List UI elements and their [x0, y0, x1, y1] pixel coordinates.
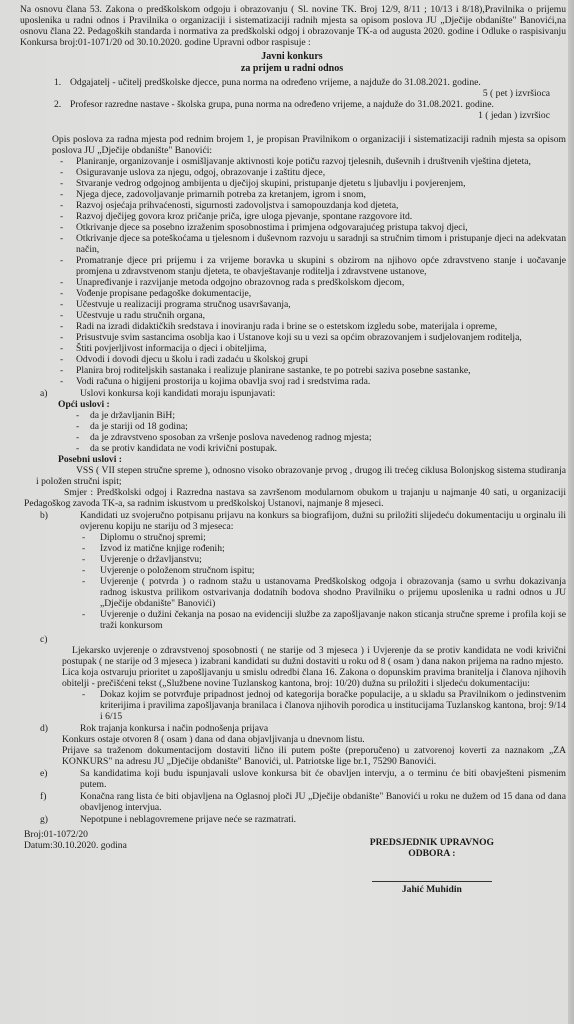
duty-item: - Štiti povjerljivost informacija o djeci i obiteljima, [60, 343, 566, 354]
duty-item: - Učestvuje u realizaciji programa stručnog usavršavanja, [60, 299, 566, 310]
signer-title-line-2: ODBORA : [408, 848, 456, 859]
reference-block [24, 829, 127, 851]
position-number: 1. [54, 77, 62, 88]
section-label: f) [40, 791, 47, 802]
section-b [18, 510, 566, 532]
duty-item: - Radi na izradi didaktičkih sredstava i inoviranju rada i brine se o estetskom izgledu sobe, materijala i opreme, [60, 321, 566, 332]
priority-item: - Dokaz kojim se potvrđuje pripadnost jednoj od kategorija boračke populacije, a u skladu sa Pravilnikom o jedinstvenim kriterijima i pravilima zapošljavanja branilaca i članova njihovih porodica u institucijama Tuzlanskog kantona, broj: 9/14 i 6/15 [82, 689, 566, 722]
duty-item: - Učestvuje u radu stručnih organa, [60, 310, 566, 321]
duty-item: - Vodi računa o higijeni prostorija u kojima obavlja svoj rad i sredstvima rada. [60, 376, 566, 387]
section-d-text: Rok trajanja konkursa i način podnošenja prijava [80, 723, 269, 734]
section-d-line-1: Konkurs ostaje otvoren 8 ( osam ) dana od dana objavljivanja u dnevnom listu. [62, 734, 365, 745]
duty-item: - Osiguravanje uslova za njegu, odgoj, obrazovanje i zaštitu djece, [60, 167, 566, 178]
duty-item: - Prisustvuje svim sastancima osoblja kao i Ustanove koji su u vezi sa općim obrazovanjem i sudjelovanjem roditelja, [60, 332, 566, 343]
signer-title-line-1: PREDSJEDNIK UPRAVNOG [369, 837, 494, 848]
signer-name: Jahić Muhidin [401, 884, 462, 895]
intro-paragraph: Na osnovu člana 53. Zakona o predškolskom odgoju i obrazovanju ( Sl. novine TK. Broj 12/9, 8/11 ; 10/13 i 8/18),Pravilnika o prijemu uposlenika u radni odnos i Pravilnika o organizaciji i sistematizaciji radnih mjesta sa opisom poslova JU „Dječije obdanište" Banovići,na osnovu člana 22. Pedagoških standarda i normativa za predškolski odgoj i obrazovanje TK-a od augusta 2020. godine i Odluke o raspisivanju Konkursa broj:01-1071/20 od 30.10.2020. godine Upravni odbor raspisuje : [20, 4, 566, 48]
announcement-subtitle: za prijem u radni odnos [240, 62, 344, 74]
section-f-text: Konačna rang lista će biti objavljena na Oglasnoj ploči JU „Dječije obdanište" Banovići u roku ne dužem od 15 dana od dana obavljenog intervjua. [80, 791, 566, 813]
duty-item: - Promatranje djece pri prijemu i za vrijeme boravka u skupini s obzirom na njihovo opće zdravstveno stanje i uočavanje promjena u zdravstvenom stanju djeteta, te obavještavanje roditelja i zdravstvene ustanove, [60, 255, 566, 277]
position-text: Profesor razredne nastave - školska grupa, puna norma na određeno vrijeme, a najduže do 31.08.2021. godine. [70, 99, 494, 110]
duty-item: - Planiranje, organizovanje i osmišljavanje aktivnosti koje potiču razvoj tjelesnih, duševnih i društvenih vještina djeteta, [60, 156, 566, 167]
position-item [54, 99, 566, 121]
general-conditions-list [76, 410, 566, 454]
duties-list [60, 156, 566, 387]
description-intro: Opis poslova za radna mjesta pod rednim brojem 1, je propisan Pravilnikom o organizaciji i sistematizaciji radnih mjesta sa opisom poslova JU „Dječije obdanište" Banovići: [52, 134, 566, 156]
general-condition: - da je stariji od 18 godina; [76, 421, 566, 432]
special-conditions-title: Posebni uslovi : [58, 454, 122, 465]
positions-list [54, 77, 566, 121]
reference-number: Broj:01-1072/20 [24, 829, 88, 840]
document-item: - Uvjerenje ( potvrda ) o radnom stažu u ustanovama Predškolskog odgoja i obrazovanja (samo u svrhu dokazivanja radnog iskustva prilikom ostvarivanja dodatnih bodova shodno Pravilniku o prijemu uposlenika u radni odnos u JU „Dječije obdanište" Banovići) [82, 576, 566, 609]
duty-item: - Stvaranje vedrog odgojnog ambijenta u dječijoj skupini, pristupanje djetetu s ljubavlju i povjerenjem, [60, 178, 566, 189]
position-count: 1 ( jedan ) izvršioc [478, 110, 550, 121]
section-g [18, 814, 566, 825]
signature-line [372, 881, 492, 882]
position-text: Odgajatelj - učitelj predškolske djecce, puna norma na određeno vrijeme, a najduže do 31.08.2021. godine. [70, 77, 481, 88]
section-label: a) [40, 388, 48, 399]
section-g-text: Nepotpune i neblagovremene prijave neće se razmatrati. [80, 814, 297, 825]
section-a-heading: Uslovi konkursa koji kandidati moraju ispunjavati: [80, 388, 276, 399]
duty-item: - Njega djece, zadovoljavanje primarnih potreba za kretanjem, igrom i snom, [60, 189, 566, 200]
document-item: - Uvjerenje o položenom stručnom ispitu; [82, 565, 566, 576]
section-label: c) [40, 634, 48, 645]
special-condition-1: VSS ( VII stepen stručne spreme ), odnosno visoko obrazovanje prvog , drugog ili trećeg ciklusa Bolonjskog sistema studiranja i položen stručni ispit; [36, 465, 566, 487]
general-condition: - da je zdravstveno sposoban za vršenje poslova navedenog radnog mjesta; [76, 432, 566, 443]
section-label: e) [40, 768, 48, 779]
announcement-title: Javni konkurs [261, 51, 323, 62]
section-b-text: Kandidati uz svojeručno potpisanu prijavu na konkurs sa biografijom, dužni su priložiti slijedeću dokumentaciju u orginalu ili ovjerenu kopiju ne stariju od 3 mjeseca: [80, 510, 566, 532]
document-item: - Uvjerenje o dužini čekanja na posao na evidenciji službe za zapošljavanje nakon sticanja stručne spreme i profila koji se traži konkursom [82, 609, 566, 631]
duty-item: - Otkrivanje djece sa poteškoćama u tjelesnom i duševnom razvoju u saradnji sa stručnim timom i pristupanje djeci na adekvatan način, [60, 233, 566, 255]
general-conditions-title: Opći uslovi : [58, 399, 110, 410]
duty-item: - Unapređivanje i razvijanje metoda odgojno obrazovnog rada s predškolskom djecom, [60, 277, 566, 288]
section-label: b) [40, 510, 48, 521]
position-number: 2. [54, 99, 62, 110]
reference-date: Datum:30.10.2020. godina [24, 840, 127, 851]
position-item [54, 77, 566, 99]
document-item: - Uvjerenje o državljanstvu; [82, 554, 566, 565]
general-condition: - da je državljanin BiH; [76, 410, 566, 421]
document-item: - Izvod iz matične knjige rođenih; [82, 543, 566, 554]
section-c-text: Ljekarsko uvjerenje o zdravstvenoj sposobnosti ( ne starije od 3 mjeseca ) i Uvjerenje da se protiv kandidata ne vodi krivični postupak ( ne starije od 3 mjeseca ) izabrani kandidati su dužni dostaviti u roku od 8 ( osam ) dana nakon prijema na radno mjesto. [62, 645, 566, 667]
footer [18, 829, 566, 895]
section-a [18, 388, 566, 399]
section-label: d) [40, 723, 48, 734]
special-condition-2: Smjer : Predškolski odgoj i Razredna nastava sa završenom modularnom obukom u trajanju u najmanje 40 sati, u organizaciji Pedagoškog zavoda TK-a, sa radnim iskustvom u predškolskoj Ustanovi, najmanje 8 mjeseci. [24, 487, 566, 509]
section-e-text: Sa kandidatima koji budu ispunjavali uslove konkursa bit će obavljen intervju, a o terminu će biti obavješteni pismenim putem. [80, 768, 566, 790]
section-d-line-2: Prijave sa traženom dokumentacijom dostaviti lično ili putem pošte (preporučeno) u zatvorenoj koverti za naznakom „ZA KONKURS" na adresu JU „Dječije obdanište" Banovići, ul. Patriotske lige br.1, 75290 Banovići. [62, 745, 566, 767]
duty-item: - Otkrivanje djece sa posebno izraženim sposobnostima i primjena odgovarajućeg pristupa takvoj djeci, [60, 222, 566, 233]
document-item: - Diplomu o stručnoj spremi; [82, 532, 566, 543]
position-count: 5 ( pet ) izvršioca [482, 88, 550, 99]
duty-item: - Planira broj roditeljskih sastanaka i realizuje planirane sastanke, te po potrebi saziva posebne sastanke, [60, 365, 566, 376]
section-label: g) [40, 814, 48, 825]
section-e [18, 768, 566, 790]
section-c-priority: Lica koja ostvaruju prioritet u zapošljavanju u smislu odredbi člana 16. Zakona o dopunskim pravima branitelja i članova njihovih obitelji - prečišćeni tekst („Službene novine Tuzlanskog kantona, broj: 10/20) dužna su priložiti i sljedeću dokumentaciju: [62, 667, 566, 689]
paper-edge [568, 0, 574, 1024]
duty-item: - Odvodi i dovodi djecu u školu i radi zadaću u školskoj grupi [60, 354, 566, 365]
section-d [18, 723, 566, 734]
duty-item: - Razvoj osjećaja prihvaćenosti, sigurnosti zadovoljstva i samopouzdanja kod djeteta, [60, 200, 566, 211]
general-condition: - da se protiv kandidata ne vodi krivični postupak. [76, 443, 566, 454]
signature-block [370, 837, 494, 895]
announcement-title-block [18, 51, 566, 74]
announcement-content [18, 4, 566, 895]
priority-list [82, 689, 566, 722]
section-c [18, 634, 566, 645]
duty-item: - Razvoj dječijeg govora kroz pričanje priča, igre uloga pjevanje, spontane razgovore itd. [60, 211, 566, 222]
duty-item: - Vođenje propisane pedagoške dokumentacije, [60, 288, 566, 299]
documents-list [82, 532, 566, 631]
section-f [18, 791, 566, 813]
